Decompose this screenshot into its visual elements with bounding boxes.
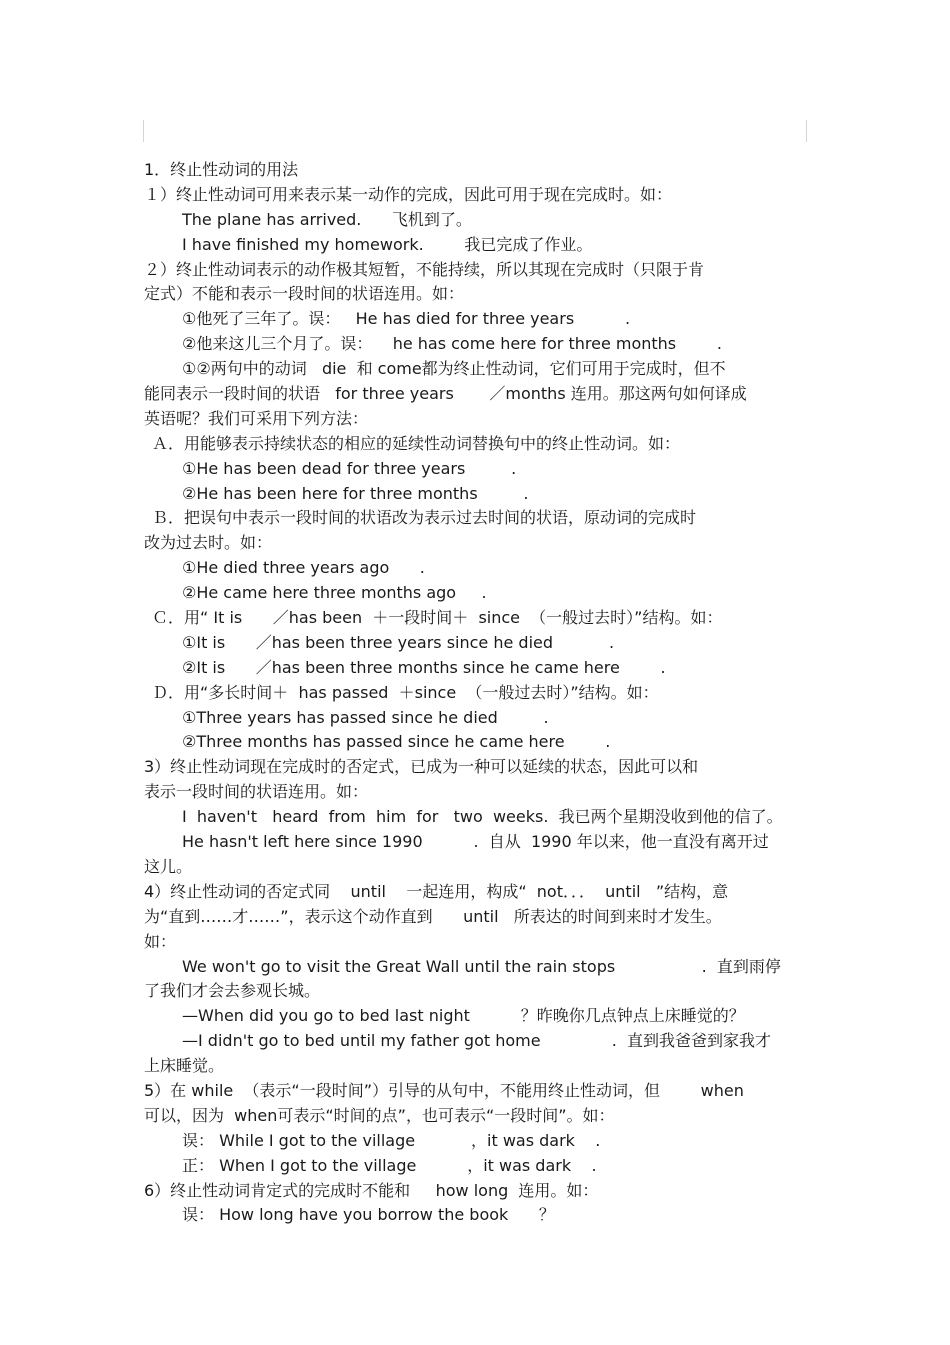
text-line: 1．终止性动词的用法 (144, 160, 299, 179)
text-line: He hasn't left here since 1990 . 自从 1990 年以来，他一直没有离开过 (182, 832, 769, 852)
text-line: 6）终止性动词肯定式的完成时不能和 how long 连用。如： (144, 1180, 599, 1200)
document-body (144, 158, 808, 1228)
text-line: ②It is ／has been three months since he came here . (182, 657, 666, 677)
text-line: Ａ．用能够表示持续状态的相应的延续性动词替换句中的终止性动词。如： (152, 433, 681, 453)
text-line: 5）在 while （表示“一段时间”）引导的从句中，不能用终止性动词，但 when (144, 1080, 744, 1100)
text-line: 误： How long have you borrow the book ？ (182, 1205, 555, 1225)
text-line: ②Three months has passed since he came here . (182, 732, 611, 752)
text-line: ２）终止性动词表示的动作极其短暂，不能持续，所以其现在完成时（只限于肯 (144, 259, 705, 279)
page-edge-mark-left (143, 120, 144, 142)
text-line: Ｂ．把误句中表示一段时间的状语改为表示过去时间的状语，原动词的完成时 (152, 508, 697, 528)
text-line: 表示一段时间的状语连用。如： (144, 782, 369, 802)
text-line: ①He has been dead for three years . (182, 458, 517, 478)
text-line: 能同表示一段时间的状语 for three years ／months 连用。那这两句如何译成 (144, 384, 747, 404)
text-line: ①他死了三年了。误： He has died for three years . (182, 309, 631, 329)
text-line: ①Three years has passed since he died . (182, 707, 549, 727)
text-line: We won't go to visit the Great Wall until the rain stops . 直到雨停 (182, 956, 781, 976)
text-line: —I didn't go to bed until my father got home . 直到我爸爸到家我才 (182, 1031, 772, 1051)
text-line: １）终止性动词可用来表示某一动作的完成，因此可用于现在完成时。如： (144, 184, 673, 204)
text-line: 4）终止性动词的否定式同 until 一起连用，构成“ not．．． until ”结构，意 (144, 881, 729, 901)
text-line: 了我们才会去参观长城。 (144, 981, 321, 1001)
text-line: ②He has been here for three months . (182, 483, 529, 503)
text-line: ①It is ／has been three years since he died . (182, 632, 615, 652)
text-line: ①He died three years ago . (182, 558, 425, 578)
text-line: 误： While I got to the village ，it was dark . (182, 1130, 601, 1150)
text-line: The plane has arrived. 飞机到了。 (182, 209, 472, 229)
text-line: ①②两句中的动词 die 和 come都为终止性动词，它们可用于完成时，但不 (182, 359, 726, 379)
text-line: 可以，因为 when可表示“时间的点”，也可表示“一段时间”。如： (144, 1105, 615, 1125)
text-line: 正： When I got to the village ，it was dark . (182, 1155, 597, 1175)
text-line: —When did you go to bed last night ？昨晚你几点钟点上床睡觉的？ (182, 1006, 745, 1026)
text-line: 上床睡觉。 (144, 1056, 225, 1076)
text-line: 定式）不能和表示一段时间的状语连用。如： (144, 284, 465, 304)
text-line: I have finished my homework. 我已完成了作业。 (182, 234, 593, 254)
text-line: I haven't heard from him for two weeks. 我已两个星期没收到他的信了。 (182, 807, 783, 827)
text-line: 英语呢？我们可采用下列方法： (144, 408, 369, 428)
page-edge-mark-right (806, 120, 807, 142)
text-line: Ｄ．用“多长时间＋ has passed ＋since （一般过去时）”结构。如： (152, 682, 659, 702)
text-line: 这儿。 (144, 856, 193, 876)
text-line: Ｃ．用“ It is ／has been ＋一段时间＋ since （一般过去时）”结构。如： (152, 608, 723, 628)
text-line: ②He came here three months ago . (182, 583, 487, 603)
text-line: 为“直到……才……”，表示这个动作直到 until 所表达的时间到来时才发生。 (144, 906, 722, 926)
text-line: 3）终止性动词现在完成时的否定式，已成为一种可以延续的状态，因此可以和 (144, 757, 699, 777)
text-line: 改为过去时。如： (144, 533, 273, 553)
text-line: 如： (144, 931, 177, 951)
text-line: ②他来这儿三个月了。误： he has come here for three months . (182, 334, 722, 354)
